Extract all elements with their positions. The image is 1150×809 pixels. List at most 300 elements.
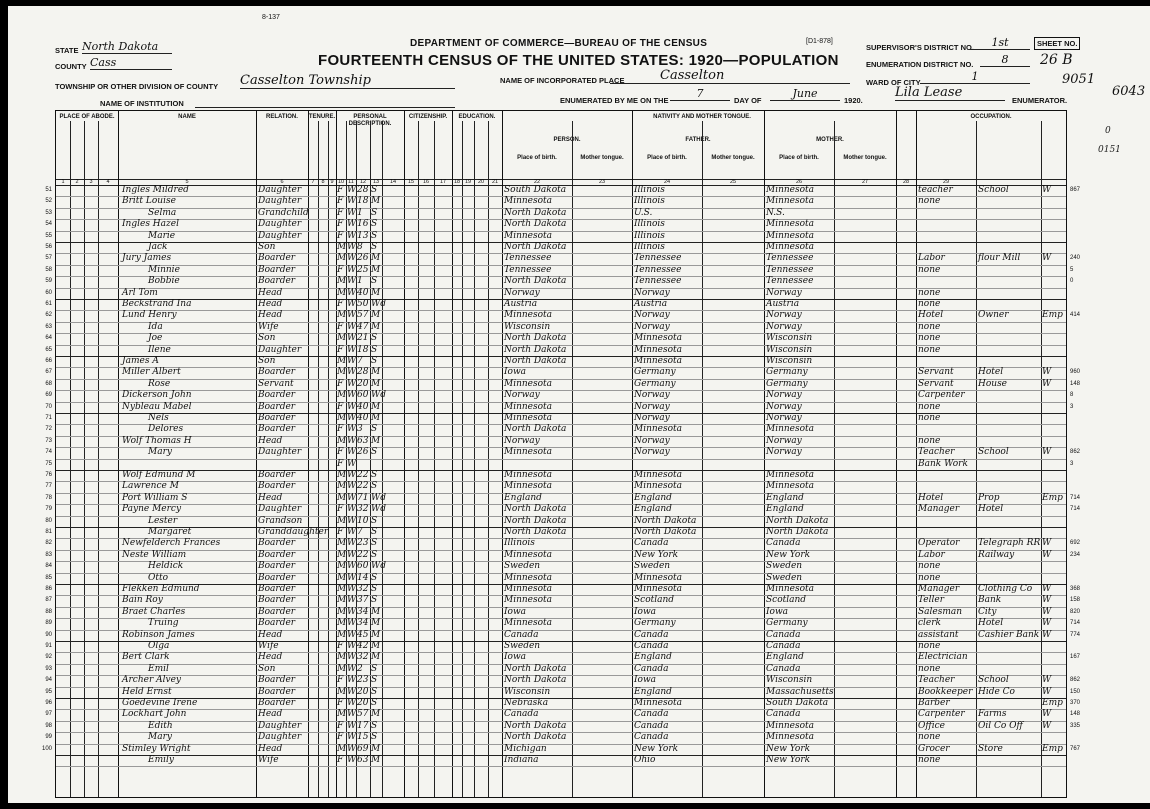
birthplace-cell: North Dakota [504, 527, 567, 537]
table-row [45, 333, 1066, 344]
write-cell [488, 276, 502, 287]
table-row [45, 367, 1081, 378]
industry-cell: Bank [978, 595, 1002, 606]
marital-cell: S [371, 675, 378, 686]
read-cell [474, 379, 488, 390]
census-grid [41, 110, 1081, 798]
occupation-cell: Salesman [918, 606, 963, 617]
name-cell: Bobbie [148, 276, 180, 287]
birthplace-cell: Minnesota [504, 470, 553, 480]
marital-cell: S [371, 572, 378, 583]
occupation-cell: Grocer [918, 743, 950, 754]
sex-cell: M [337, 310, 347, 321]
race-cell: W [347, 401, 357, 412]
write-cell [488, 265, 502, 276]
industry-cell [978, 755, 1040, 766]
name-cell: Robinson James [122, 629, 195, 640]
name-cell: Emil [148, 663, 169, 674]
margin-code: 3 [1070, 403, 1074, 410]
father-birthplace-cell: Illinois [634, 185, 665, 195]
industry-cell [978, 231, 1040, 242]
write-cell [488, 356, 502, 367]
birthplace-cell: Minnesota [504, 572, 553, 583]
occupation-cell: none [918, 663, 941, 674]
name-cell: Minnie [148, 264, 180, 275]
section-personal: PERSONAL DESCRIPTION. [348, 114, 392, 127]
class-cell [1042, 424, 1066, 435]
age-cell: 26 [357, 447, 369, 458]
township-value: Casselton Township [240, 73, 455, 89]
marital-cell: S [371, 219, 378, 230]
father-birthplace-cell: England [634, 504, 672, 515]
margin-code: 862 [1070, 677, 1081, 684]
industry-cell [978, 299, 1040, 310]
race-cell: W [347, 515, 357, 526]
read-cell [474, 573, 488, 584]
class-cell [1042, 652, 1066, 663]
read-cell [474, 721, 488, 732]
write-cell [488, 345, 502, 356]
father-birthplace-cell: New York [634, 549, 679, 560]
class-cell: Emp [1042, 698, 1063, 708]
race-cell: W [347, 732, 357, 743]
occupation-cell: Servant [918, 367, 954, 378]
sex-cell: F [337, 675, 344, 686]
race-cell: W [347, 299, 357, 309]
line-number: 75 [45, 460, 52, 467]
name-cell: Nels [148, 413, 169, 423]
mother-birthplace-cell: Norway [766, 321, 802, 332]
read-cell [474, 208, 488, 219]
mother-birthplace-cell: Wisconsin [766, 356, 813, 366]
table-row [45, 458, 1074, 470]
section-name: NAME [178, 114, 196, 120]
read-cell [474, 231, 488, 242]
industry-cell [978, 470, 1040, 481]
table-row [45, 595, 1081, 606]
relation-cell: Boarder [258, 561, 296, 572]
class-cell: W [1042, 378, 1052, 389]
row-rule [56, 766, 1066, 767]
race-cell: W [347, 492, 357, 503]
race-cell: W [347, 207, 357, 218]
age-cell: 7 [357, 527, 363, 537]
age-cell: 8 [357, 242, 363, 252]
birthplace-cell [504, 459, 572, 470]
class-cell: W [1042, 606, 1052, 617]
father-birthplace-cell: Norway [634, 401, 670, 412]
write-cell [488, 550, 502, 561]
class-cell [1042, 402, 1066, 413]
table-row [45, 572, 1066, 584]
father-birthplace-cell: Germany [634, 378, 676, 389]
column-number: 5 [185, 179, 189, 185]
class-cell [1042, 333, 1066, 344]
occupation-cell: none [918, 755, 941, 765]
sex-cell: F [337, 720, 344, 731]
read-cell [474, 652, 488, 663]
write-cell [488, 607, 502, 618]
mother-birthplace-cell: North Dakota [766, 527, 829, 537]
class-cell: Emp [1042, 310, 1063, 321]
line-number: 91 [45, 643, 52, 649]
scan-edge-top [0, 0, 1150, 6]
race-cell: W [347, 755, 357, 765]
occupation-cell [918, 231, 976, 242]
write-cell [488, 208, 502, 219]
read-cell [474, 265, 488, 276]
age-cell: 25 [357, 264, 369, 275]
line-number: 97 [45, 711, 52, 718]
mother-birthplace-cell: New York [766, 743, 811, 754]
father-birthplace-cell: Ohio [634, 755, 656, 765]
name-cell: Ingles Hazel [122, 219, 179, 230]
industry-cell [978, 516, 1040, 527]
age-cell: 22 [357, 549, 369, 560]
race-cell: W [347, 264, 357, 275]
department-heading: DEPARTMENT OF COMMERCE—BUREAU OF THE CENSUS [410, 38, 708, 49]
race-cell: W [347, 196, 357, 207]
sex-cell: F [337, 458, 344, 469]
incorporated-value: Casselton [610, 68, 850, 84]
day-value: 7 [670, 87, 730, 101]
mother-birthplace-cell: Minnesota [766, 219, 815, 230]
line-number: 68 [45, 380, 52, 387]
birthplace-cell: Minnesota [504, 549, 553, 560]
age-cell: 32 [357, 652, 369, 663]
table-row [45, 641, 1066, 652]
read-cell [474, 493, 488, 504]
supervisor-value: 1st [970, 36, 1030, 50]
sex-cell: M [337, 276, 347, 287]
marital-cell: M [371, 743, 381, 754]
mother-birthplace-cell: South Dakota [766, 698, 829, 708]
name-cell: Wolf Edmund M [122, 470, 196, 480]
table-row [45, 629, 1081, 641]
read-cell [474, 527, 488, 538]
scan-edge-bottom [0, 803, 1150, 809]
mother-birthplace-cell: Sweden [766, 572, 803, 583]
industry-cell [978, 732, 1040, 743]
read-cell [474, 345, 488, 356]
mother-birthplace-cell [766, 459, 834, 470]
mother-birthplace-cell: Norway [766, 390, 802, 401]
mother-birthplace-cell: Sweden [766, 561, 803, 572]
industry-cell: Hotel [978, 367, 1004, 378]
line-number: 56 [45, 244, 52, 250]
marital-cell: Wd [371, 299, 387, 309]
father-birthplace-cell: Sweden [634, 561, 671, 572]
state-value: North Dakota [82, 40, 172, 54]
table-row [45, 310, 1081, 321]
mother-birthplace-cell: Wisconsin [766, 675, 813, 686]
write-cell [488, 424, 502, 435]
relation-cell: Wife [258, 321, 279, 332]
race-cell: W [347, 310, 357, 321]
read-cell [474, 595, 488, 606]
line-number: 54 [45, 221, 52, 228]
column-number: 14 [389, 179, 397, 185]
marital-cell: S [371, 686, 378, 697]
line-number: 93 [45, 665, 52, 672]
mother-birthplace-cell: England [766, 504, 804, 515]
sheet-label: SHEET NO. [1034, 37, 1080, 50]
table-row [45, 196, 1066, 207]
class-cell [1042, 322, 1066, 333]
occupation-cell: none [918, 299, 941, 309]
line-number: 88 [45, 608, 52, 615]
mother-birthplace-cell: Norway [766, 435, 802, 446]
father-birthplace-cell: Illinois [634, 230, 665, 241]
sex-cell: M [337, 584, 347, 594]
industry-cell [978, 208, 1040, 219]
class-cell [1042, 436, 1066, 447]
age-cell: 20 [357, 378, 369, 389]
relation-cell: Head [258, 435, 283, 446]
table-row [45, 584, 1081, 595]
marital-cell: M [371, 606, 381, 617]
read-cell [474, 687, 488, 698]
occupation-cell: clerk [918, 618, 942, 629]
birthplace-cell: Wisconsin [504, 686, 551, 697]
write-cell [488, 516, 502, 527]
relation-cell [258, 459, 308, 470]
class-cell [1042, 242, 1066, 253]
table-row [41, 743, 1081, 755]
race-cell: W [347, 743, 357, 754]
table-row [45, 720, 1081, 732]
column-number: 3 [89, 179, 93, 185]
table-row [45, 652, 1081, 663]
class-cell: Emp [1042, 492, 1063, 503]
race-cell: W [347, 344, 357, 355]
write-cell [488, 299, 502, 310]
margin-code: 370 [1070, 700, 1081, 706]
birthplace-cell: Canada [504, 709, 539, 720]
marital-cell: Wd [371, 390, 387, 401]
line-number: 51 [45, 187, 52, 193]
table-row [45, 447, 1081, 458]
enumerated-label: ENUMERATED BY ME ON THE [560, 96, 669, 105]
sex-cell: M [337, 595, 347, 606]
read-cell [474, 698, 488, 709]
marital-cell: S [371, 344, 378, 355]
industry-cell [978, 345, 1040, 356]
table-row [45, 424, 1066, 435]
table-row [45, 709, 1081, 720]
father-birthplace-cell: Minnesota [634, 424, 683, 435]
name-cell: Neste William [122, 549, 187, 560]
write-cell [488, 470, 502, 481]
marital-cell: S [371, 424, 378, 435]
line-number: 76 [45, 472, 52, 478]
write-cell [488, 459, 502, 470]
marital-cell: M [371, 435, 381, 446]
marital-cell: S [371, 242, 378, 252]
birthplace-cell: North Dakota [504, 333, 567, 344]
age-cell: 28 [357, 367, 369, 378]
age-cell [357, 459, 370, 470]
father-birthplace-cell: Canada [634, 732, 669, 743]
sex-cell: M [337, 606, 347, 617]
birthplace-cell: North Dakota [504, 424, 567, 435]
father-birthplace-cell: Minnesota [634, 333, 683, 344]
race-cell: W [347, 686, 357, 697]
table-row [45, 549, 1081, 561]
race-cell: W [347, 356, 357, 366]
table-row [45, 732, 1066, 743]
write-cell [488, 675, 502, 686]
race-cell: W [347, 629, 357, 640]
margin-code: 862 [1070, 449, 1081, 456]
sex-cell: F [337, 641, 344, 651]
name-cell: Newfelderch Frances [122, 538, 221, 549]
marital-cell: M [371, 641, 381, 651]
birthplace-cell: Minnesota [504, 196, 553, 207]
father-birthplace-cell: Canada [634, 709, 669, 720]
line-number: 63 [45, 323, 52, 330]
read-cell [474, 561, 488, 572]
table-row [45, 264, 1074, 276]
sex-cell: F [337, 424, 344, 435]
name-cell: Dickerson John [122, 390, 192, 401]
section-occupation: OCCUPATION. [970, 114, 1012, 120]
birthplace-cell: Minnesota [504, 447, 553, 458]
birthplace-cell: North Dakota [504, 663, 567, 674]
class-cell [1042, 755, 1066, 766]
write-cell [488, 687, 502, 698]
mother-birthplace-cell: Germany [766, 367, 808, 378]
mother-birthplace-cell: Norway [766, 401, 802, 412]
industry-cell [978, 652, 1040, 663]
write-cell [488, 527, 502, 538]
marital-cell: S [371, 549, 378, 560]
father-birthplace-cell: Minnesota [634, 698, 683, 708]
read-cell [474, 481, 488, 492]
father-birthplace-cell: North Dakota [634, 527, 697, 537]
industry-cell [978, 527, 1040, 538]
father-birthplace-cell: Tennessee [634, 253, 682, 264]
father-birthplace-cell: Germany [634, 618, 676, 629]
father-birthplace-cell: Minnesota [634, 572, 683, 583]
column-number: 13 [372, 179, 380, 185]
mother-birthplace-cell: Minnesota [766, 230, 815, 241]
state-label: STATE [55, 46, 79, 55]
write-cell [488, 367, 502, 378]
industry-cell: City [978, 606, 997, 617]
occupation-cell: none [918, 196, 941, 207]
relation-cell: Head [258, 652, 283, 663]
column-number: 17 [439, 179, 447, 185]
industry-cell [978, 196, 1040, 207]
mother-birthplace-cell: North Dakota [766, 515, 829, 526]
margin-code: 714 [1070, 494, 1081, 501]
name-cell: Archer Alvey [122, 675, 182, 686]
sex-cell: M [337, 253, 347, 264]
line-number: 57 [45, 255, 52, 262]
occupation-cell [918, 424, 976, 435]
father-birthplace-cell: Norway [634, 310, 670, 321]
name-cell: Truing [148, 618, 179, 629]
section-tenure: TENURE. [308, 114, 336, 120]
write-cell [488, 641, 502, 652]
read-cell [474, 242, 488, 253]
class-cell: W [1042, 253, 1052, 264]
line-number: 92 [45, 654, 52, 661]
race-cell: W [347, 675, 357, 686]
mother-birthplace-cell: Tennessee [766, 253, 814, 264]
mother-birthplace-cell: Minnesota [766, 470, 815, 480]
enumerator-value: Lila Lease [895, 85, 1005, 101]
age-cell: 50 [357, 299, 369, 309]
class-cell: W [1042, 538, 1052, 549]
relation-cell: Daughter [258, 185, 302, 195]
name-cell: Bain Roy [122, 595, 163, 606]
marital-cell: S [371, 732, 378, 743]
class-cell: W [1042, 549, 1052, 560]
name-cell: Britt Louise [122, 196, 176, 207]
industry-cell: Cashier Bank [978, 629, 1040, 640]
write-cell [488, 436, 502, 447]
birthplace-cell: Minnesota [504, 413, 553, 423]
read-cell [474, 253, 488, 264]
month-value: June [770, 87, 840, 101]
occupation-cell [918, 219, 976, 230]
birthplace-cell: Iowa [504, 606, 527, 617]
sex-cell: F [337, 378, 344, 389]
col-label-mother-tongue: Mother tongue. [843, 155, 887, 161]
age-cell: 15 [357, 732, 369, 743]
industry-cell [978, 698, 1040, 709]
line-number: 96 [45, 700, 52, 706]
industry-cell [978, 242, 1040, 253]
race-cell: W [347, 527, 357, 537]
margin-code: 148 [1070, 711, 1081, 718]
father-birthplace-cell: Iowa [634, 675, 657, 686]
table-row [45, 253, 1081, 264]
sex-cell: F [337, 264, 344, 275]
relation-cell: Boarder [258, 595, 296, 606]
column-number: 4 [106, 179, 110, 185]
birthplace-cell: North Dakota [504, 675, 567, 686]
relation-cell: Daughter [258, 504, 302, 515]
line-number: 59 [45, 278, 52, 285]
sex-cell: M [337, 287, 347, 298]
mother-birthplace-cell: Canada [766, 663, 801, 674]
industry-cell [978, 664, 1040, 675]
occupation-cell: Manager [918, 584, 960, 594]
industry-cell: flour Mill [978, 253, 1021, 264]
sub-mother: MOTHER. [816, 137, 844, 143]
read-cell [474, 732, 488, 743]
industry-cell: School [978, 185, 1009, 195]
mother-birthplace-cell: New York [766, 549, 811, 560]
birthplace-cell: Minnesota [504, 584, 553, 594]
occupation-cell: none [918, 732, 941, 743]
industry-cell [978, 424, 1040, 435]
column-number: 22 [533, 179, 541, 185]
birthplace-cell: North Dakota [504, 219, 567, 230]
race-cell: W [347, 242, 357, 252]
read-cell [474, 516, 488, 527]
relation-cell: Daughter [258, 219, 302, 230]
read-cell [474, 550, 488, 561]
name-cell: Miller Albert [122, 367, 181, 378]
line-number: 81 [45, 529, 52, 535]
race-cell: W [347, 481, 357, 492]
sex-cell: M [337, 470, 347, 480]
form-code: 8-137 [262, 14, 280, 21]
